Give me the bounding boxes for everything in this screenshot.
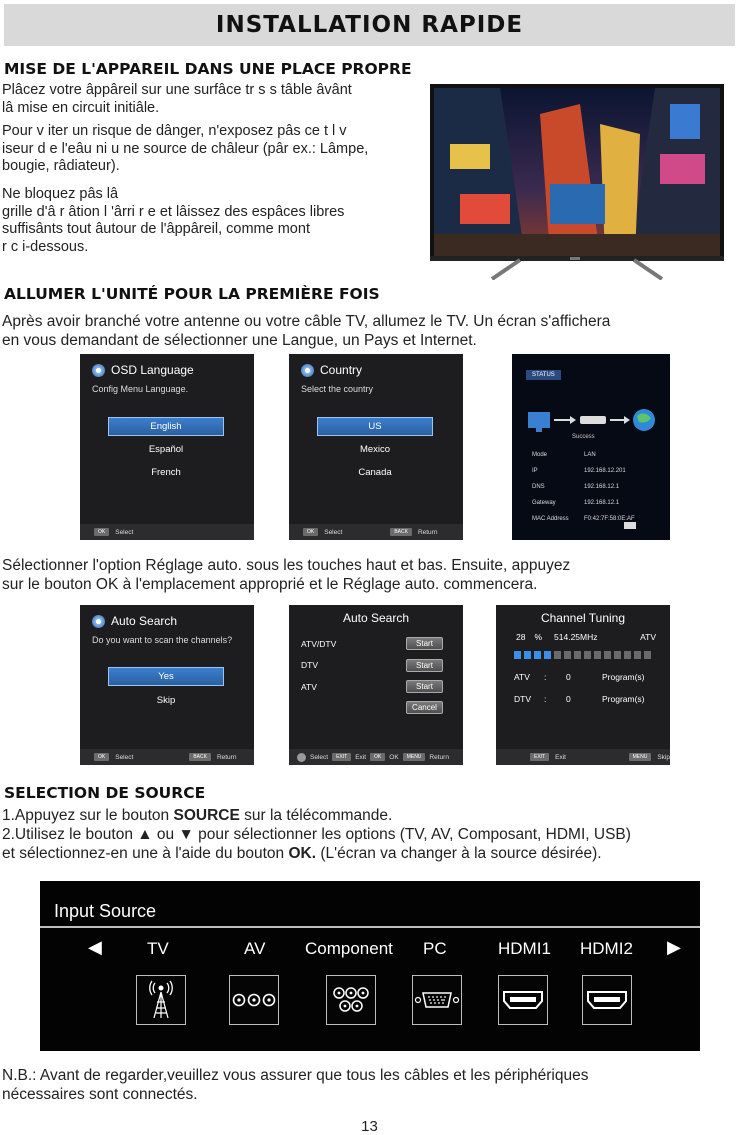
option-french[interactable]: French [151,467,181,478]
source-hdmi2-label[interactable]: HDMI2 [580,939,633,958]
divider [40,926,700,928]
text-line [2,825,739,844]
option-english[interactable]: English [108,417,224,436]
exit-key: EXIT [530,753,549,761]
paragraph-first-time [2,312,737,350]
menu-key: MENU [403,753,426,761]
option-yes[interactable]: Yes [108,667,224,686]
text-line: sur le bouton OK à l'emplacement approprié et le Réglage auto. commencera. [2,576,538,593]
progress-segment [624,651,631,659]
gear-icon [301,364,314,377]
antenna-icon[interactable] [136,975,186,1025]
dpad-icon [297,753,306,762]
footer-label: Return [417,528,438,536]
paragraph-auto-tuning [2,556,737,594]
info-value: F0:42:7F:58:0E:AF [584,516,635,522]
footer-label: Return [429,753,449,761]
option-skip[interactable]: Skip [156,695,176,706]
footer-label: Select [310,753,329,761]
title-text: Auto Search [111,614,178,628]
back-key: BACK [189,753,211,761]
footer-label: Skip [657,753,670,761]
network-status-screen [512,354,670,540]
section-heading-first-time: ALLUMER L'UNITÉ POUR LA PREMIÈRE FOIS [4,285,380,303]
info-row [532,452,664,468]
tuning-percent: 28 [516,632,526,642]
source-hdmi1-label[interactable]: HDMI1 [498,939,551,958]
info-row [532,484,664,500]
ok-key: OK [303,528,318,536]
info-key: Mode [532,452,548,458]
footer-label: Select [115,528,134,536]
result-type: ATV [514,672,530,682]
note-paragraph [2,1066,739,1104]
screen-subtitle: Config Menu Language. [92,384,189,394]
router-icon [580,416,606,424]
text-span: ou [152,826,179,843]
info-value: 192.168.12.1 [584,484,620,490]
section-heading-placement: MISE DE L'APPAREIL DANS UNE PLACE PROPRE [4,60,412,78]
paragraph-source [2,806,739,863]
progress-segment [614,651,621,659]
network-info-table [532,452,664,532]
footer-label: Select [115,753,134,761]
text-line: Plâcez votre âppâreil sur une surfâce tr s s tâble âvânt [2,82,352,98]
text-line: Sélectionner l'option Réglage auto. sous les touches haut et bas. Ensuite, appuyez [2,557,571,574]
info-value: 192.168.12.1 [584,500,620,506]
progress-segment [554,651,561,659]
ok-keyword: OK. [288,845,317,862]
result-count: 0 [566,694,571,704]
gear-icon [92,615,105,628]
title-text: OSD Language [111,363,194,377]
text-span: et sélectionnez-en une à l'aide du bouton [2,845,289,862]
text-line: Pour v iter un risque de dânger, n'exposez pâs ce t l v [2,123,347,139]
up-arrow-icon: ▲ [137,826,153,843]
screen-title: Channel Tuning [540,611,626,625]
network-diagram [524,398,660,448]
gear-icon [92,364,105,377]
tuning-frequency: 514.25MHz [554,632,598,642]
progress-segment [634,651,641,659]
text-line: lâ mise en circuit initiâle. [2,99,160,116]
tuning-mode: ATV [640,632,656,642]
ok-key: OK [94,753,109,761]
progress-segment [544,651,551,659]
row-label-dtv: DTV [301,660,318,670]
text-line: N.B.: Avant de regarder,veuillez vous assurer que tous les câbles et les périphériques [2,1067,589,1084]
footer-label: Exit [555,753,566,761]
percent-sign: % [534,632,543,642]
start-atv-button[interactable]: Start [406,680,443,693]
info-row [532,468,664,484]
ok-key: OK [94,528,109,536]
screen-footer [80,524,254,540]
tuning-status-row [516,632,656,642]
text-span: pour sélectionner les options (TV, AV, Composant, HDMI, USB) [193,826,631,843]
row-label-atv-dtv: ATV/DTV [301,639,337,649]
hdmi1-port-icon[interactable] [498,975,548,1025]
ok-key: OK [370,753,385,761]
exit-key: EXIT [332,753,351,761]
down-arrow-icon: ▼ [178,826,194,843]
ok-key-icon [624,522,636,529]
left-arrow-icon[interactable]: ◀ [88,937,102,957]
start-dtv-button[interactable]: Start [406,659,443,672]
progress-segment [584,651,591,659]
progress-segment [534,651,541,659]
text-line: grille d'â r âtion l 'ârri r e et lâissez des espâces libres [2,203,345,220]
vga-port-icon[interactable] [412,975,462,1025]
auto-search-options-screen [289,605,463,765]
text-line: nécessaires sont connectés. [2,1086,198,1103]
footer-label: OK [389,753,399,761]
tuning-progress-bar [514,651,656,659]
av-ports-icon[interactable] [229,975,279,1025]
text-line: Ne bloquez pâs lâ [2,186,119,202]
paragraph-placement-2 [2,123,427,176]
paragraph-placement-1 [2,82,427,117]
result-type: DTV [514,694,531,704]
page-title: INSTALLATION RAPIDE [215,12,524,38]
footer-label: Select [324,528,343,536]
text-line: suffisânts tout âutour de l'âppâreil, comme mont [2,221,310,237]
progress-segment [564,651,571,659]
info-key: MAC Address [532,516,569,522]
text-line: r c i-dessous. [2,238,89,255]
input-source-title: Input Source [54,901,157,921]
footer-label: Exit [355,753,367,761]
country-screen [289,354,463,540]
screen-title [92,363,194,377]
screen-footer [80,749,254,765]
success-label: Success [572,434,595,440]
text-line [2,844,739,863]
screen-title: Auto Search [342,611,410,625]
progress-segment [574,651,581,659]
info-key: DNS [532,484,545,490]
text-line [2,806,739,825]
progress-segment [604,651,611,659]
menu-key: MENU [629,753,652,761]
text-line: en vous demandant de sélectionner une Langue, un Pays et Internet. [2,332,477,349]
page-number: 13 [361,1118,378,1135]
screen-subtitle: Select the country [301,384,374,394]
screen-title [92,614,177,628]
option-espanol[interactable]: Español [148,444,184,455]
title-text: Country [320,363,363,377]
row-label-atv: ATV [301,682,317,692]
result-colon: : [544,694,547,704]
source-tv-label[interactable]: TV [147,939,169,958]
tuning-result-row [514,672,654,682]
back-key: BACK [390,528,412,536]
source-keyword: SOURCE [173,807,240,824]
info-value: LAN [584,452,596,458]
progress-segment [594,651,601,659]
screen-subtitle: Do you want to scan the channels? [92,635,233,645]
right-arrow-icon[interactable]: ▶ [667,937,681,957]
info-row [532,500,664,516]
option-mexico[interactable]: Mexico [359,444,391,455]
source-pc-label[interactable]: PC [423,939,447,958]
tuning-result-row [514,694,654,704]
progress-segment [524,651,531,659]
component-ports-icon[interactable] [326,975,376,1025]
tv-illustration [430,84,724,280]
source-component-label[interactable]: Component [305,939,393,958]
status-badge: STATUS [526,370,561,380]
screen-footer [289,524,463,540]
text-span: (L'écran va changer à la source désirée). [316,845,602,862]
osd-language-screen [80,354,254,540]
result-unit: Program(s) [602,694,645,704]
text-span: sur la télécommande. [239,807,393,824]
cancel-button[interactable]: Cancel [406,701,443,714]
monitor-icon [528,412,550,428]
start-atv-dtv-button[interactable]: Start [406,637,443,650]
text-line: bougie, râdiateur). [2,158,120,174]
progress-segment [644,651,651,659]
result-count: 0 [566,672,571,682]
info-key: Gateway [532,500,556,506]
text-span: 1.Appuyez sur le bouton [2,807,174,824]
footer-label: Return [216,753,237,761]
result-unit: Program(s) [602,672,645,682]
text-span: 2.Utilisez le bouton [2,826,138,843]
source-av-label[interactable]: AV [244,939,266,958]
section-heading-source: SELECTION DE SOURCE [4,784,206,802]
auto-search-prompt-screen [80,605,254,765]
screen-footer [496,749,670,765]
info-row [532,516,664,532]
option-us[interactable]: US [317,417,433,436]
info-value: 192.168.12.201 [584,468,626,474]
screen-footer [289,749,463,765]
hdmi2-port-icon[interactable] [582,975,632,1025]
option-canada[interactable]: Canada [358,467,392,478]
channel-tuning-screen [496,605,670,765]
page-banner [4,4,735,46]
text-line: Après avoir branché votre antenne ou votre câble TV, allumez le TV. Un écran s'affichera [2,313,611,330]
paragraph-placement-3 [2,186,427,256]
screen-title [301,363,362,377]
result-colon: : [544,672,547,682]
progress-segment [514,651,521,659]
info-key: IP [532,468,538,474]
text-line: iseur d e l'eâu ni u ne source de châleur (pâr ex.: Lâmpe, [2,140,369,157]
